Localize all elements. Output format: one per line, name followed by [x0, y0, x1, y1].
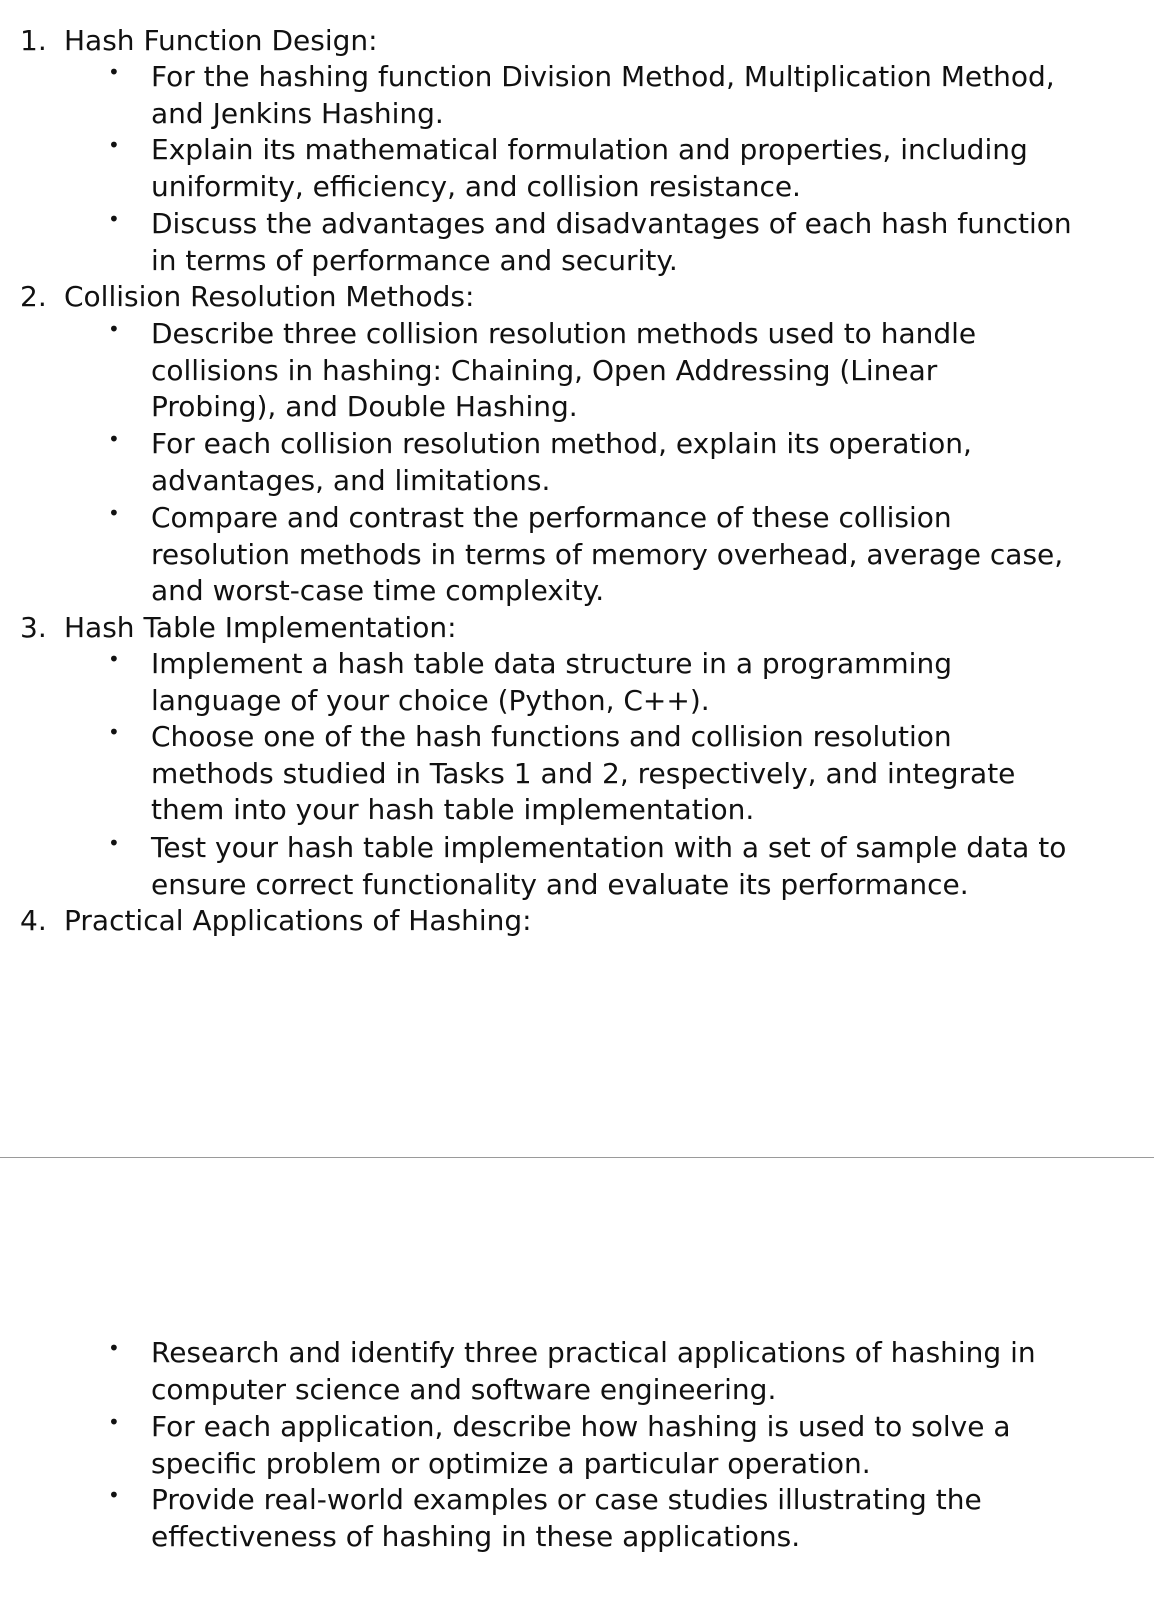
list-item: Compare and contrast the performance of these collision resolution methods in terms of memory overhead, average case, and worst-case time complexity. — [151, 501, 1064, 608]
section-heading — [20, 610, 457, 646]
section-heading — [20, 903, 532, 939]
section-title: Hash Function Design: — [64, 24, 378, 57]
list-item: For each application, describe how hashing is used to solve a specific problem or optimize a particular operation. — [151, 1410, 1011, 1480]
bullet-icon: • — [108, 427, 120, 451]
list-item: Choose one of the hash functions and collision resolution methods studied in Tasks 1 and 2, respectively, and integrate them into your hash table implementation. — [151, 720, 1016, 827]
section-title: Collision Resolution Methods: — [64, 280, 475, 313]
list-item: Explain its mathematical formulation and properties, including uniformity, efficiency, and collision resistance. — [151, 133, 1028, 203]
list-item: For the hashing function Division Method, Multiplication Method, and Jenkins Hashing. — [151, 60, 1055, 130]
list-item: Provide real-world examples or case studies illustrating the effectiveness of hashing in these applications. — [151, 1483, 982, 1553]
section-number: 4. — [20, 904, 47, 937]
list-item: Research and identify three practical applications of hashing in computer science and software engineering. — [151, 1336, 1036, 1406]
bullet-icon: • — [108, 1336, 120, 1360]
list-item: For each collision resolution method, explain its operation, advantages, and limitations. — [151, 427, 972, 497]
bullet-icon: • — [108, 1410, 120, 1434]
section-title: Hash Table Implementation: — [64, 611, 457, 644]
bullet-icon: • — [108, 831, 120, 855]
bullet-icon: • — [108, 647, 120, 671]
section-number: 3. — [20, 611, 47, 644]
section-heading — [20, 279, 474, 315]
bullet-icon: • — [108, 60, 120, 84]
list-item: Test your hash table implementation with a set of sample data to ensure correct functionality and evaluate its performance. — [151, 831, 1067, 901]
list-item: Implement a hash table data structure in a programming language of your choice (Python, C++). — [151, 647, 952, 717]
bullet-icon: • — [108, 317, 120, 341]
bullet-icon: • — [108, 1483, 120, 1507]
bullet-icon: • — [108, 133, 120, 157]
section-number: 1. — [20, 24, 47, 57]
bullet-icon: • — [108, 501, 120, 525]
bullet-icon: • — [108, 720, 120, 744]
section-number: 2. — [20, 280, 47, 313]
list-item: Discuss the advantages and disadvantages of each hash function in terms of performance and security. — [151, 207, 1072, 277]
bullet-icon: • — [108, 207, 120, 231]
page-divider — [0, 1157, 1154, 1158]
section-title: Practical Applications of Hashing: — [64, 904, 532, 937]
list-item: Describe three collision resolution methods used to handle collisions in hashing: Chaining, Open Addressing (Linear Probing), and Double Hashing. — [151, 317, 977, 424]
section-heading — [20, 23, 378, 59]
